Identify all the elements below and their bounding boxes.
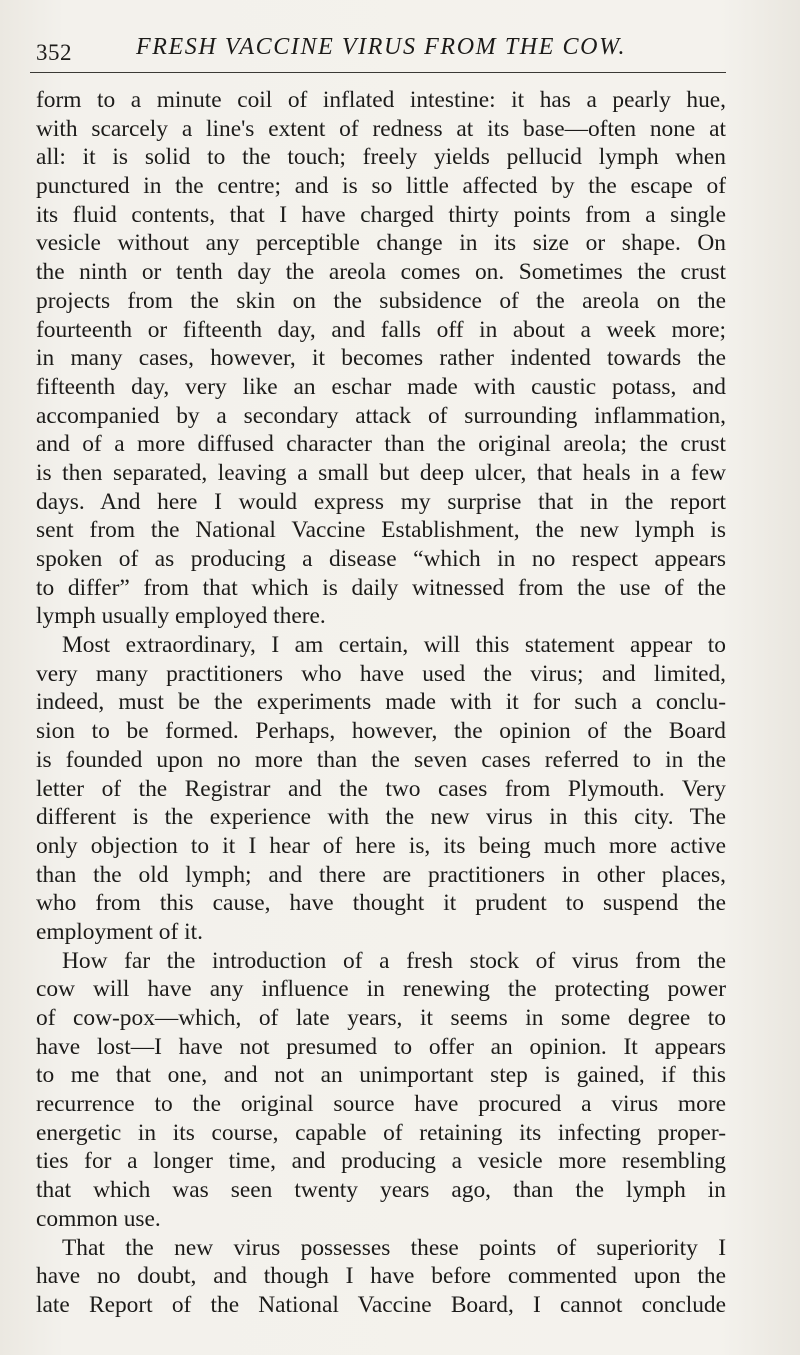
body-text [36, 86, 726, 1320]
text-line: sion to be formed. Perhaps, however, the opinion of the Board [36, 718, 726, 745]
text-line: recurrence to the original source have procured a virus more [36, 1091, 726, 1118]
text-line: Most extraordinary, I am certain, will this statement appear to [62, 632, 726, 659]
text-line: fifteenth day, very like an eschar made with caustic potass, and [36, 373, 726, 400]
text-line: fourteenth or fifteenth day, and falls off in about a week more; [36, 316, 726, 343]
text-line: punctured in the centre; and is so little affected by the escape of [36, 173, 726, 200]
paragraph-2 [36, 631, 726, 947]
text-line: days. And here I would express my surprise that in the report [36, 488, 726, 515]
text-line: is then separated, leaving a small but deep ulcer, that heals in a few [36, 459, 726, 486]
text-line: different is the experience with the new virus in this city. The [36, 804, 726, 831]
text-line: the ninth or tenth day the areola comes on. Sometimes the crust [36, 259, 726, 286]
text-line: to differ” from that which is daily witnessed from the use of the [36, 574, 726, 601]
text-line: projects from the skin on the subsidence of the areola on the [36, 287, 726, 314]
text-line: very many practitioners who have used the virus; and limited, [36, 660, 726, 687]
text-line: energetic in its course, capable of retaining its infecting proper- [36, 1119, 726, 1146]
text-line: who from this cause, have thought it prudent to suspend the [36, 890, 726, 917]
text-line: of cow-pox—which, of late years, it seems in some degree to [36, 1005, 726, 1031]
paragraph-3 [36, 947, 726, 1234]
text-line: that which was seen twenty years ago, than the lymph in [36, 1177, 726, 1204]
text-line: How far the introduction of a fresh stock of virus from the [62, 947, 726, 974]
text-line: its fluid contents, that I have charged thirty points from a single [36, 201, 726, 228]
text-line: spoken of as producing a disease “which in no respect appears [36, 546, 726, 572]
text-line: with scarcely a line's extent of redness at its base—often none at [36, 115, 726, 142]
text-line: lymph usually employed there. [36, 603, 326, 630]
text-line: cow will have any influence in renewing the protecting power [36, 976, 726, 1003]
text-line: only objection to it I hear of here is, its being much more active [36, 832, 726, 859]
text-line: have lost—I have not presumed to offer an opinion. It appears [36, 1033, 726, 1060]
paragraph-1 [36, 86, 726, 631]
page-number: 352 [36, 40, 72, 65]
text-line: employment of it. [36, 918, 203, 945]
running-title: FRESH VACCINE VIRUS FROM THE COW. [136, 34, 627, 60]
text-line: to me that one, and not an unimportant step is gained, if this [36, 1062, 726, 1089]
running-header [36, 30, 726, 66]
text-line: letter of the Registrar and the two cases from Plymouth. Very [36, 775, 726, 802]
text-line: That the new virus possesses these points of superiority I [62, 1234, 726, 1261]
text-line: late Report of the National Vaccine Board, I cannot conclude [36, 1291, 726, 1318]
text-line: accompanied by a secondary attack of surrounding inflammation, [36, 402, 726, 429]
text-line: have no doubt, and though I have before commented upon the [36, 1263, 726, 1290]
header-rule [30, 72, 726, 73]
text-line: sent from the National Vaccine Establishment, the new lymph is [36, 517, 726, 544]
text-line: and of a more diffused character than the original areola; the crust [36, 431, 726, 458]
paragraph-4 [36, 1234, 726, 1320]
text-line: than the old lymph; and there are practitioners in other places, [36, 861, 726, 888]
text-line: ties for a longer time, and producing a vesicle more resembling [36, 1148, 726, 1175]
text-line: form to a minute coil of inflated intestine: it has a pearly hue, [36, 87, 726, 113]
text-line: in many cases, however, it becomes rather indented towards the [36, 345, 726, 372]
text-line: all: it is solid to the touch; freely yields pellucid lymph when [36, 144, 726, 171]
text-line: vesicle without any perceptible change in its size or shape. On [36, 230, 726, 257]
text-line: indeed, must be the experiments made with it for such a conclu- [36, 689, 726, 716]
text-line: common use. [36, 1205, 161, 1232]
text-line: is founded upon no more than the seven cases referred to in the [36, 746, 726, 773]
